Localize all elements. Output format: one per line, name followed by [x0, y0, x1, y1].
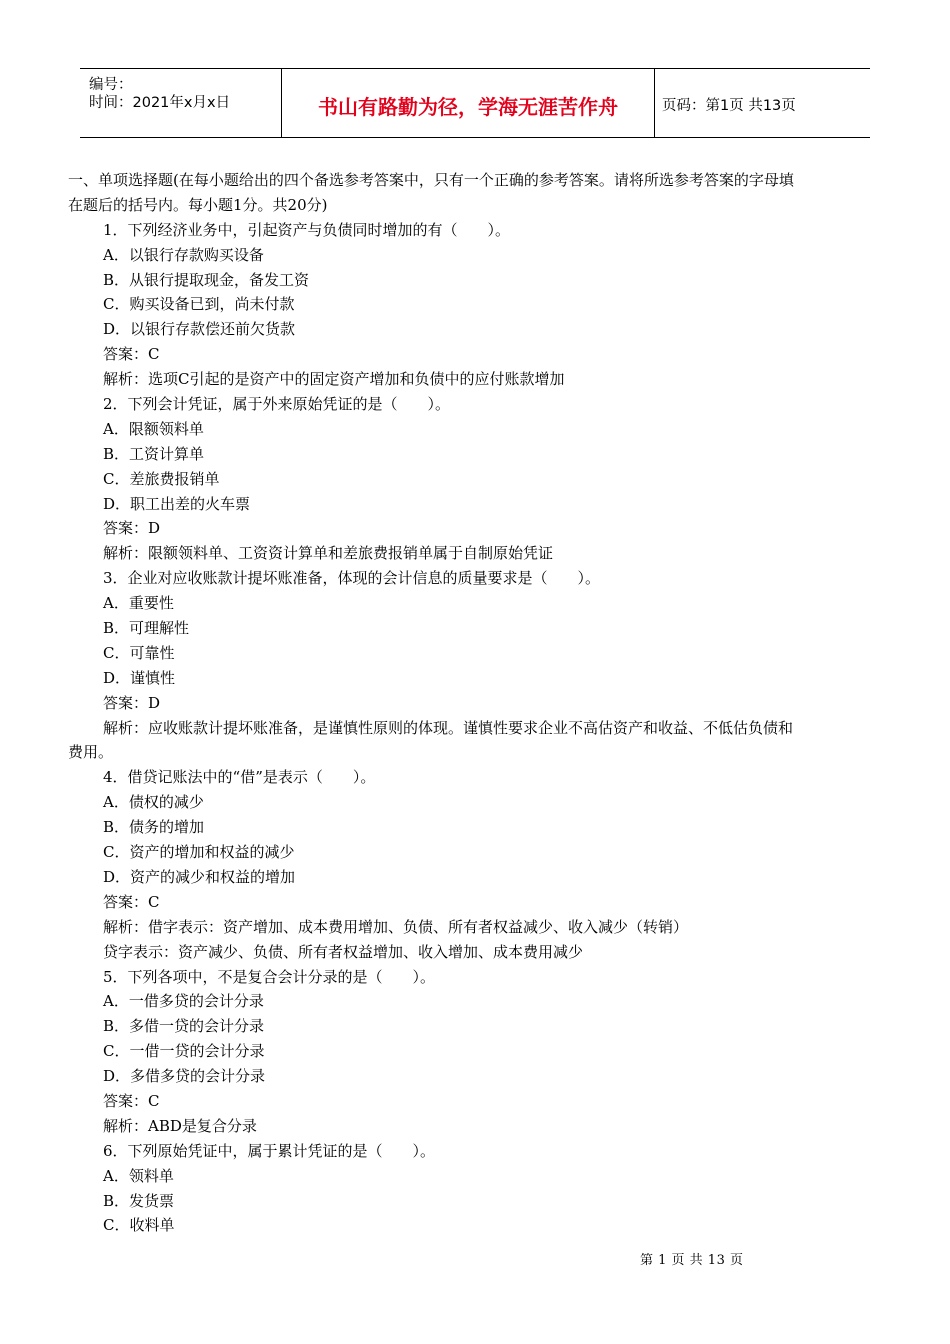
- text-line: 在题后的括号内。每小题1分。共20分): [68, 195, 328, 214]
- text-line: 答案：D: [103, 519, 161, 538]
- text-line: B．从银行提取现金，备发工资: [103, 270, 310, 289]
- text-line: D．资产的减少和权益的增加: [103, 867, 296, 886]
- document-body: [68, 168, 882, 1238]
- text-line: B．工资计算单: [103, 444, 205, 463]
- text-line: 一、单项选择题(在每小题给出的四个备选参考答案中，只有一个正确的参考答案。请将所选参考答案的字母填: [68, 171, 794, 189]
- text-line: C．一借一贷的会计分录: [103, 1042, 265, 1061]
- text-line: C．差旅费报销单: [103, 469, 220, 488]
- text-line: 解析：ABD是复合分录: [103, 1116, 257, 1135]
- text-line: 3．企业对应收账款计提坏账准备，体现的会计信息的质量要求是（ ）。: [103, 569, 601, 588]
- text-line: B．可理解性: [103, 619, 190, 638]
- text-line: 解析：应收账款计提坏账准备，是谨慎性原则的体现。谨慎性要求企业不高估资产和收益、不低估负债和: [103, 718, 794, 737]
- text-line: A．以银行存款购买设备: [103, 245, 264, 264]
- text-line: A．重要性: [103, 594, 174, 613]
- time-label: 时间：2021年x月x日: [89, 95, 231, 111]
- text-line: 答案：C: [103, 892, 160, 911]
- motto-text: 书山有路勤为径，学海无涯苦作舟: [318, 95, 618, 119]
- text-line: A．债权的减少: [103, 793, 204, 812]
- text-line: D．职工出差的火车票: [103, 494, 251, 513]
- text-line: C．购买设备已到，尚未付款: [103, 295, 295, 314]
- text-line: D．以银行存款偿还前欠货款: [103, 320, 296, 339]
- text-line: 答案：C: [103, 1091, 160, 1110]
- text-line: 5．下列各项中，不是复合会计分录的是（ ）。: [103, 967, 436, 986]
- text-line: A．一借多贷的会计分录: [103, 992, 264, 1011]
- text-line: B．发货票: [103, 1191, 175, 1210]
- text-line: 费用。: [68, 743, 114, 762]
- text-line: D．谨慎性: [103, 668, 176, 687]
- text-line: 2．下列会计凭证，属于外来原始凭证的是（ ）。: [103, 395, 451, 414]
- text-line: 1．下列经济业务中，引起资产与负债同时增加的有（ ）。: [103, 220, 511, 239]
- text-line: 答案：C: [103, 345, 160, 364]
- page-header: [80, 68, 870, 138]
- text-line: A．领料单: [103, 1166, 174, 1185]
- number-label: 编号：: [89, 77, 133, 93]
- text-line: B．债务的增加: [103, 818, 205, 837]
- page-footer: 第 1 页 共 13 页: [640, 1253, 744, 1268]
- text-line: 解析：选项C引起的是资产中的固定资产增加和负债中的应付账款增加: [103, 370, 565, 389]
- text-line: C．可靠性: [103, 643, 175, 662]
- text-line: D．多借多贷的会计分录: [103, 1067, 266, 1086]
- text-line: 答案：D: [103, 693, 161, 712]
- header-middle-cell: [281, 69, 655, 137]
- text-line: 贷字表示：资产减少、负债、所有者权益增加、收入增加、成本费用减少: [103, 942, 584, 961]
- text-line: 解析：借字表示：资产增加、成本费用增加、负债、所有者权益减少、收入减少（转销）: [103, 917, 689, 936]
- text-line: C．收料单: [103, 1216, 175, 1235]
- text-line: 4．借贷记账法中的“借”是表示（ ）。: [103, 768, 376, 787]
- text-line: A．限额领料单: [103, 419, 204, 438]
- page-info: 页码：第1页 共13页: [662, 98, 796, 114]
- text-line: 解析：限额领料单、工资资计算单和差旅费报销单属于自制原始凭证: [103, 544, 554, 563]
- header-left-cell: [80, 69, 280, 137]
- text-line: B．多借一贷的会计分录: [103, 1017, 265, 1036]
- text-line: 6．下列原始凭证中，属于累计凭证的是（ ）。: [103, 1141, 436, 1160]
- header-right-cell: [654, 69, 870, 137]
- text-line: C．资产的增加和权益的减少: [103, 843, 295, 862]
